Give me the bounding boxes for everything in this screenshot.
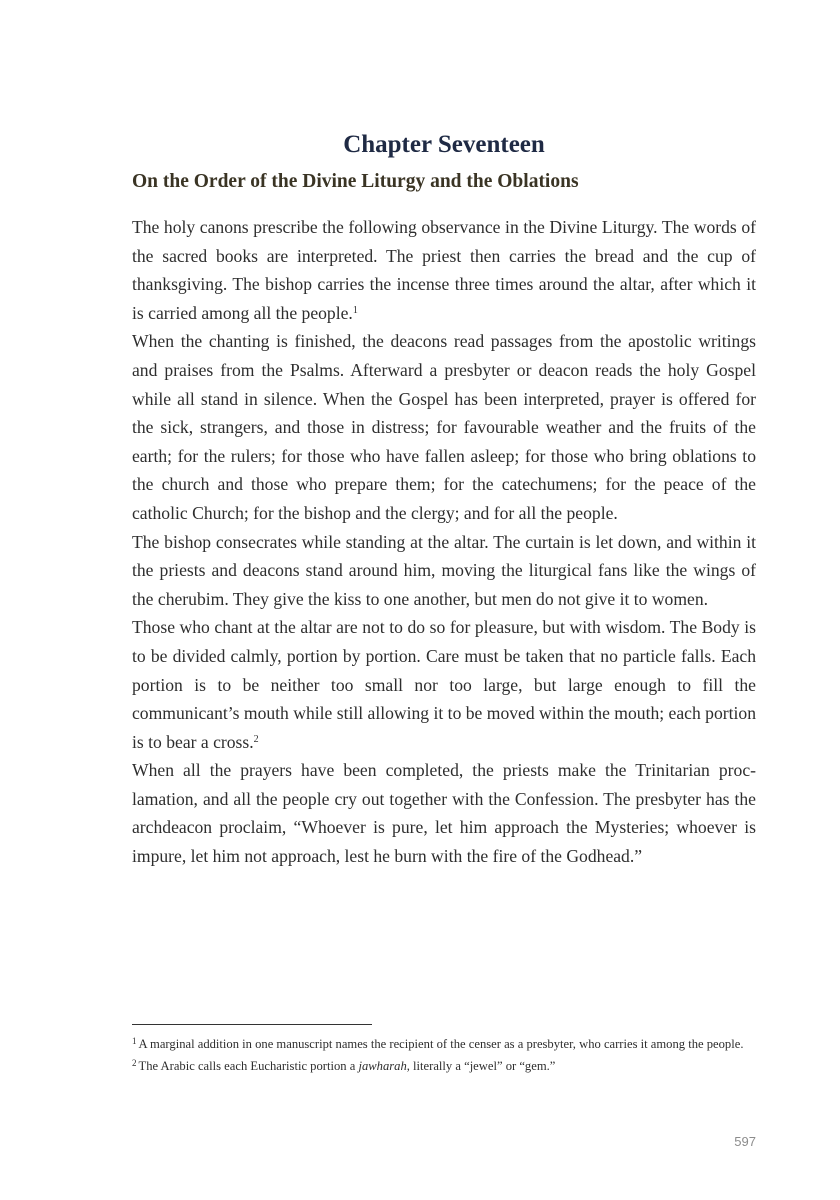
footnote-1 <box>132 1035 756 1054</box>
paragraph-3 <box>132 528 756 614</box>
paragraph-text: The bishop consecrates while standing at the altar. The curtain is let down, and within it the priests and deacons stand around him, moving the liturgical fans like the wings of the cherubim. They give the kiss to one another, but men do not give it to women. <box>132 531 756 609</box>
paragraph-1 <box>132 213 756 327</box>
footnotes <box>132 1035 756 1079</box>
footnote-text-end: , literally a “jewel” or “gem.” <box>406 1059 556 1073</box>
paragraph-2 <box>132 327 756 527</box>
footnote-text: The Arabic calls each Eucharistic portion a <box>138 1059 359 1073</box>
footnote-text: A marginal addition in one manuscript names the recipient of the censer as a presbyter, who carries it among the people. <box>138 1037 744 1051</box>
footnote-2 <box>132 1057 756 1076</box>
paragraph-text: When all the prayers have been completed, the priests make the Trinitarian proclamation, and all the people cry out together with the Confession. The presbyter has the archdeacon proclaim, “Whoever is pure, let him approach the Mysteries; whoever is impure, let him not approach, lest he burn with the fire of the Godhead.” <box>132 760 756 867</box>
chapter-subtitle: On the Order of the Divine Liturgy and the Oblations <box>132 171 579 192</box>
footnote-number: 2 <box>132 1058 137 1068</box>
footnote-ref-1[interactable]: 1 <box>352 304 358 316</box>
paragraph-text: Those who chant at the altar are not to do so for pleasure, but with wisdom. The Body is to be divided calmly, portion by portion. Care must be taken that no particle falls. Each portion is to be neither too small nor too large, but large enough to fill the communicant’s mouth while still allowing it to be moved within the mouth; each portion is to bear a cross. <box>132 617 757 752</box>
footnote-divider <box>132 1024 372 1025</box>
page-number: 597 <box>734 1134 756 1149</box>
footnote-term: jawharah <box>358 1059 407 1073</box>
paragraph-5 <box>132 756 756 870</box>
chapter-title: Chapter Seventeen <box>343 131 545 158</box>
body-text <box>132 213 756 871</box>
footnote-number: 1 <box>132 1036 137 1046</box>
paragraph-4 <box>132 613 756 756</box>
book-page <box>132 0 756 1200</box>
footnote-ref-2[interactable]: 2 <box>253 733 259 745</box>
paragraph-text: When the chanting is finished, the deacons read passages from the apostolic writings and praises from the Psalms. Afterward a presbyter or deacon reads the holy Gospel while all stand in silence. When the Gospel has been interpreted, prayer is offered for the sick, strangers, and those in distress; for favourable weather and the fruits of the earth; for the rulers; for those who have fallen asleep; for those who bring oblations to the church and those who prepare them; for the catechumens; for the peace of the catholic Church; for the bishop and the clergy; and for all the people. <box>132 331 756 523</box>
paragraph-text: The holy canons prescribe the following observance in the Divine Liturgy. The words of the sacred books are interpreted. The priest then carries the bread and the cup of thanksgiving. The bishop carries the incense three times around the altar, after which it is carried among all the people. <box>132 217 756 323</box>
